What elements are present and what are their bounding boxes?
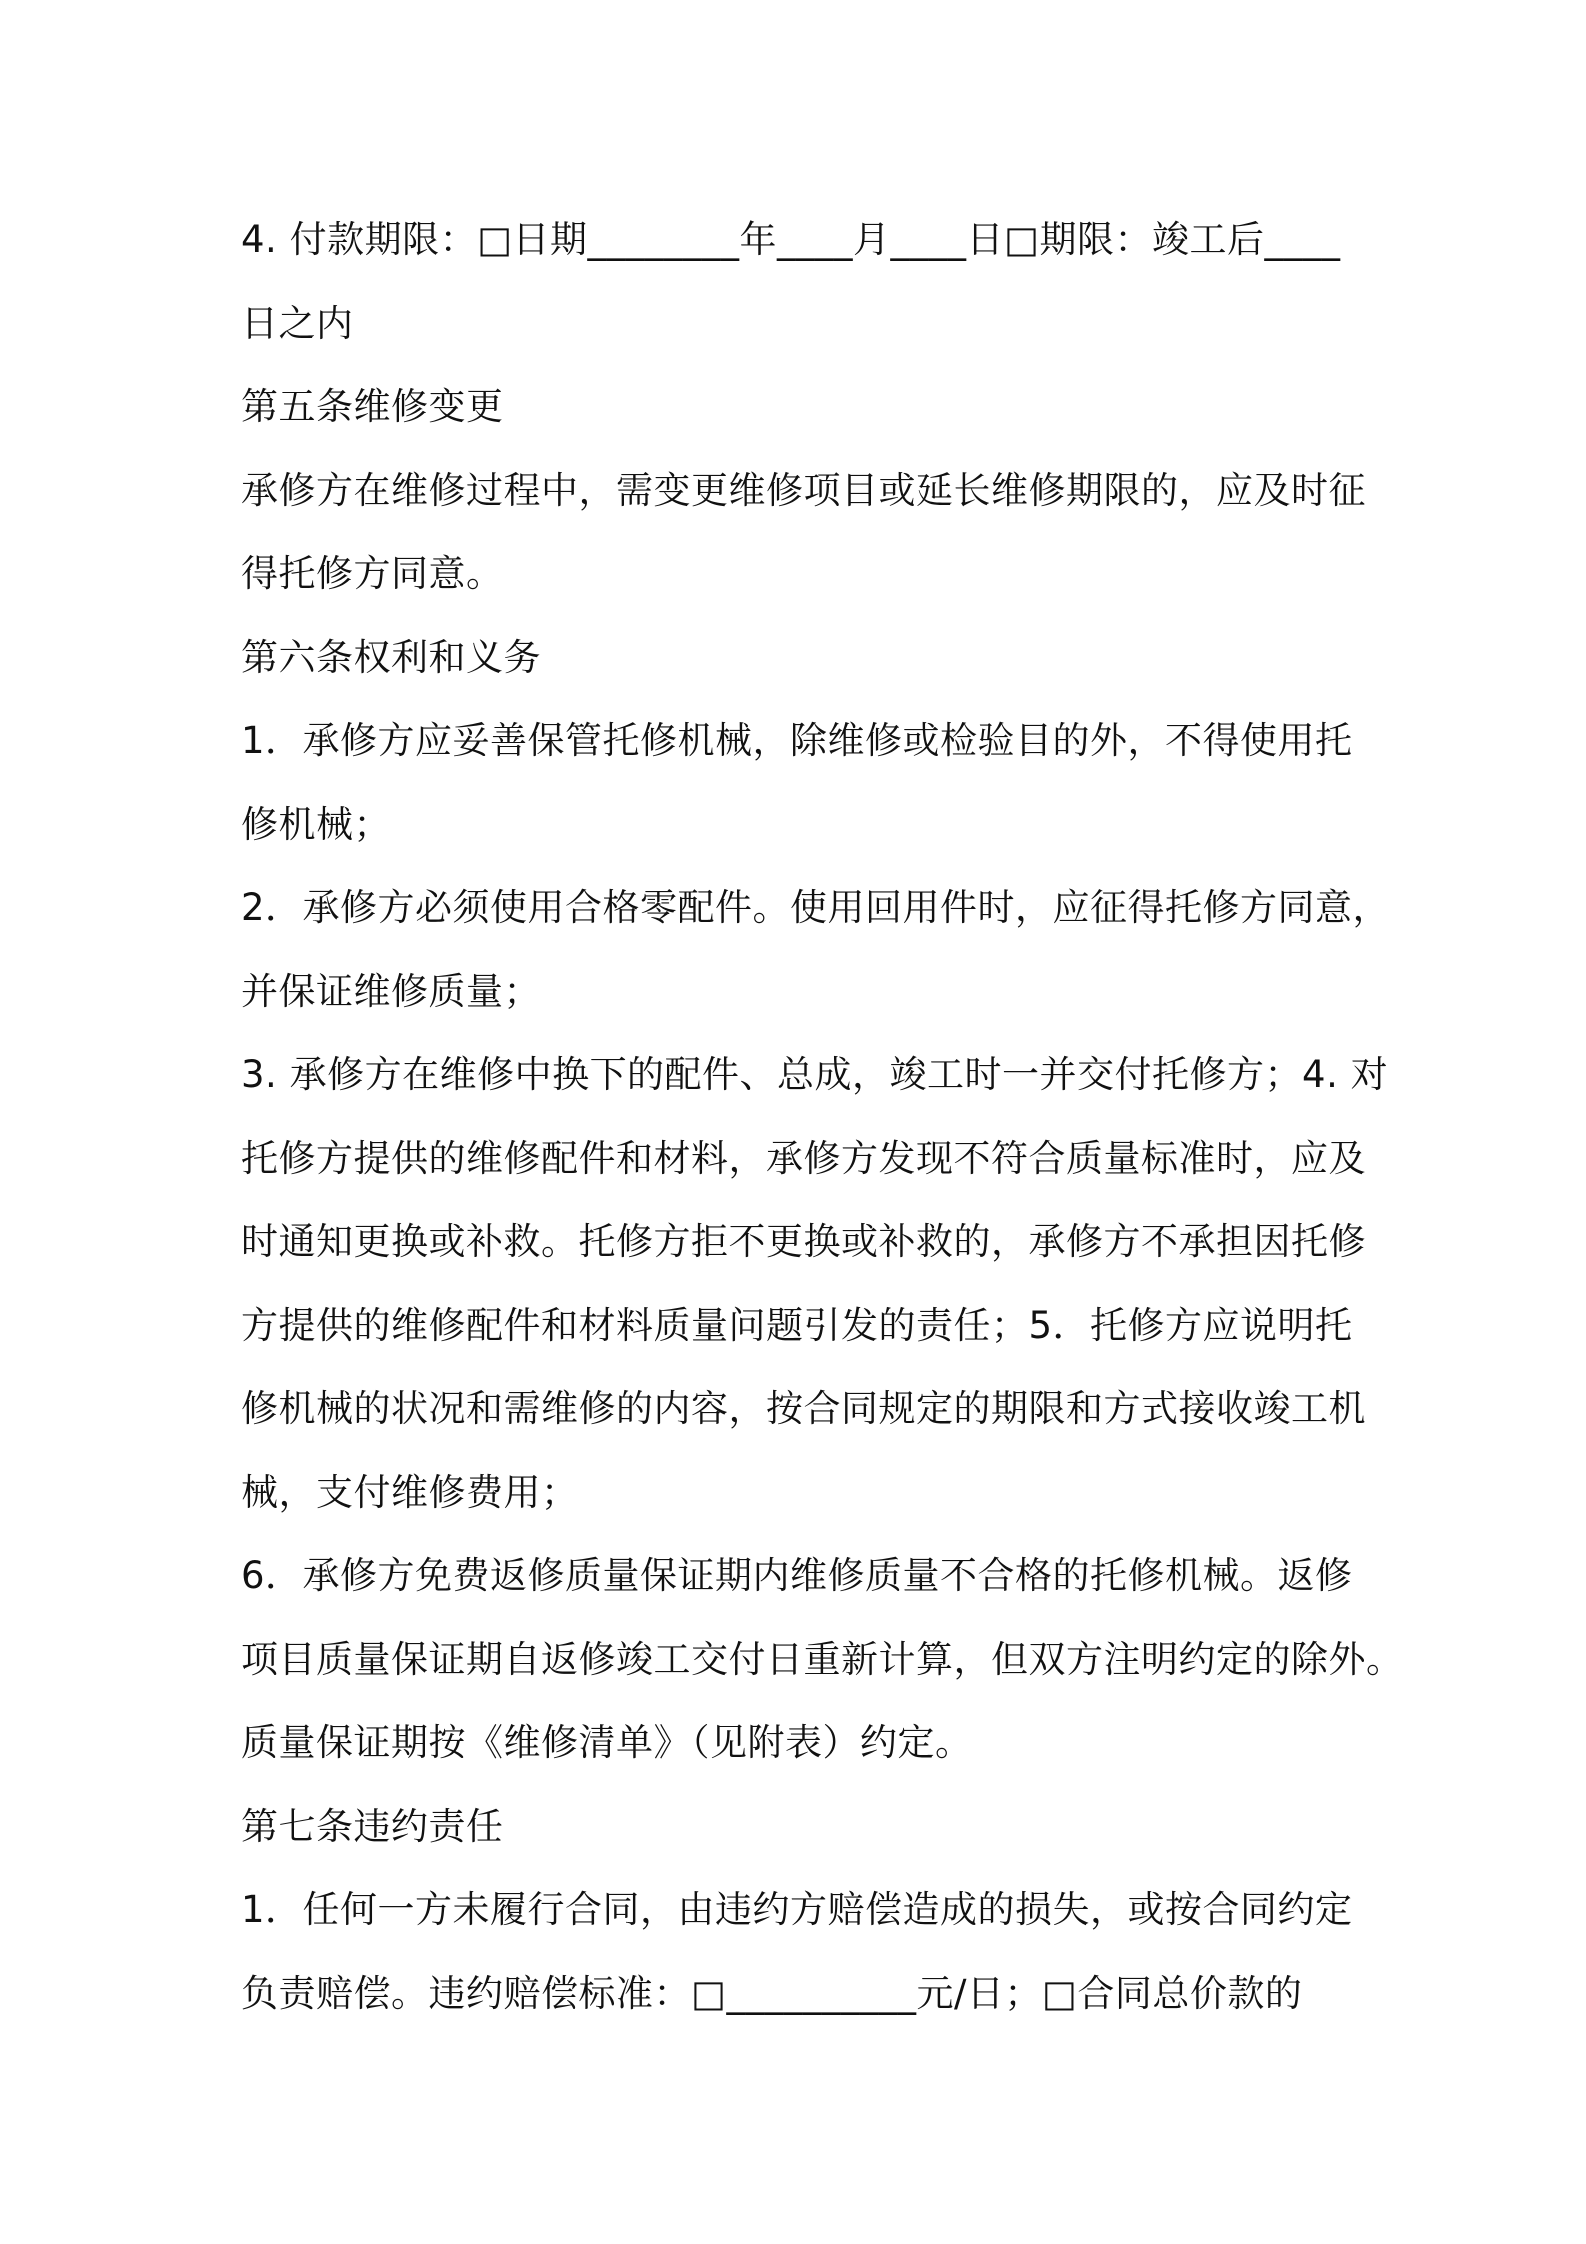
text-line: 6．承修方免费返修质量保证期内维修质量不合格的托修机械。返修 [241,1554,1353,1597]
text-line: 方提供的维修配件和材料质量问题引发的责任；5．托修方应说明托 [241,1303,1353,1347]
section-heading-6: 第六条权利和义务 [241,635,541,679]
text-line: 负责赔偿。违约赔偿标准：□__________元/日；□合同总价款的 [241,1971,1303,2015]
text-line: 修机械； [241,802,391,846]
text-line: 质量保证期按《维修清单》（见附表）约定。 [241,1721,973,1764]
text-line: 项目质量保证期自返修竣工交付日重新计算，但双方注明约定的除外。 [241,1637,1404,1681]
text-line: 3. 承修方在维修中换下的配件、总成，竣工时一并交付托修方；4. 对 [241,1053,1389,1096]
payment-term-line: 4. 付款期限：□日期________年____月____日□期限：竣工后____ [241,218,1341,261]
text-line: 修机械的状况和需维修的内容，按合同规定的期限和方式接收竣工机 [241,1387,1366,1430]
text-line: 1．承修方应妥善保管托修机械，除维修或检验目的外，不得使用托 [241,719,1353,762]
document-body [241,198,1404,2035]
section-heading-5: 第五条维修变更 [241,385,504,428]
text-line: 械，支付维修费用； [241,1470,579,1514]
text-line: 托修方提供的维修配件和材料，承修方发现不符合质量标准时，应及 [241,1136,1366,1180]
text-line: 日之内 [241,301,354,345]
text-line: 承修方在维修过程中，需变更维修项目或延长维修期限的，应及时征 [241,468,1366,512]
text-line: 2．承修方必须使用合格零配件。使用回用件时，应征得托修方同意， [241,886,1391,929]
text-line: 并保证维修质量； [241,969,541,1013]
section-heading-7: 第七条违约责任 [241,1804,504,1848]
text-line: 时通知更换或补救。托修方拒不更换或补救的，承修方不承担因托修 [241,1220,1366,1263]
text-line: 1．任何一方未履行合同，由违约方赔偿造成的损失，或按合同约定 [241,1888,1353,1931]
text-line: 得托修方同意。 [241,552,504,595]
